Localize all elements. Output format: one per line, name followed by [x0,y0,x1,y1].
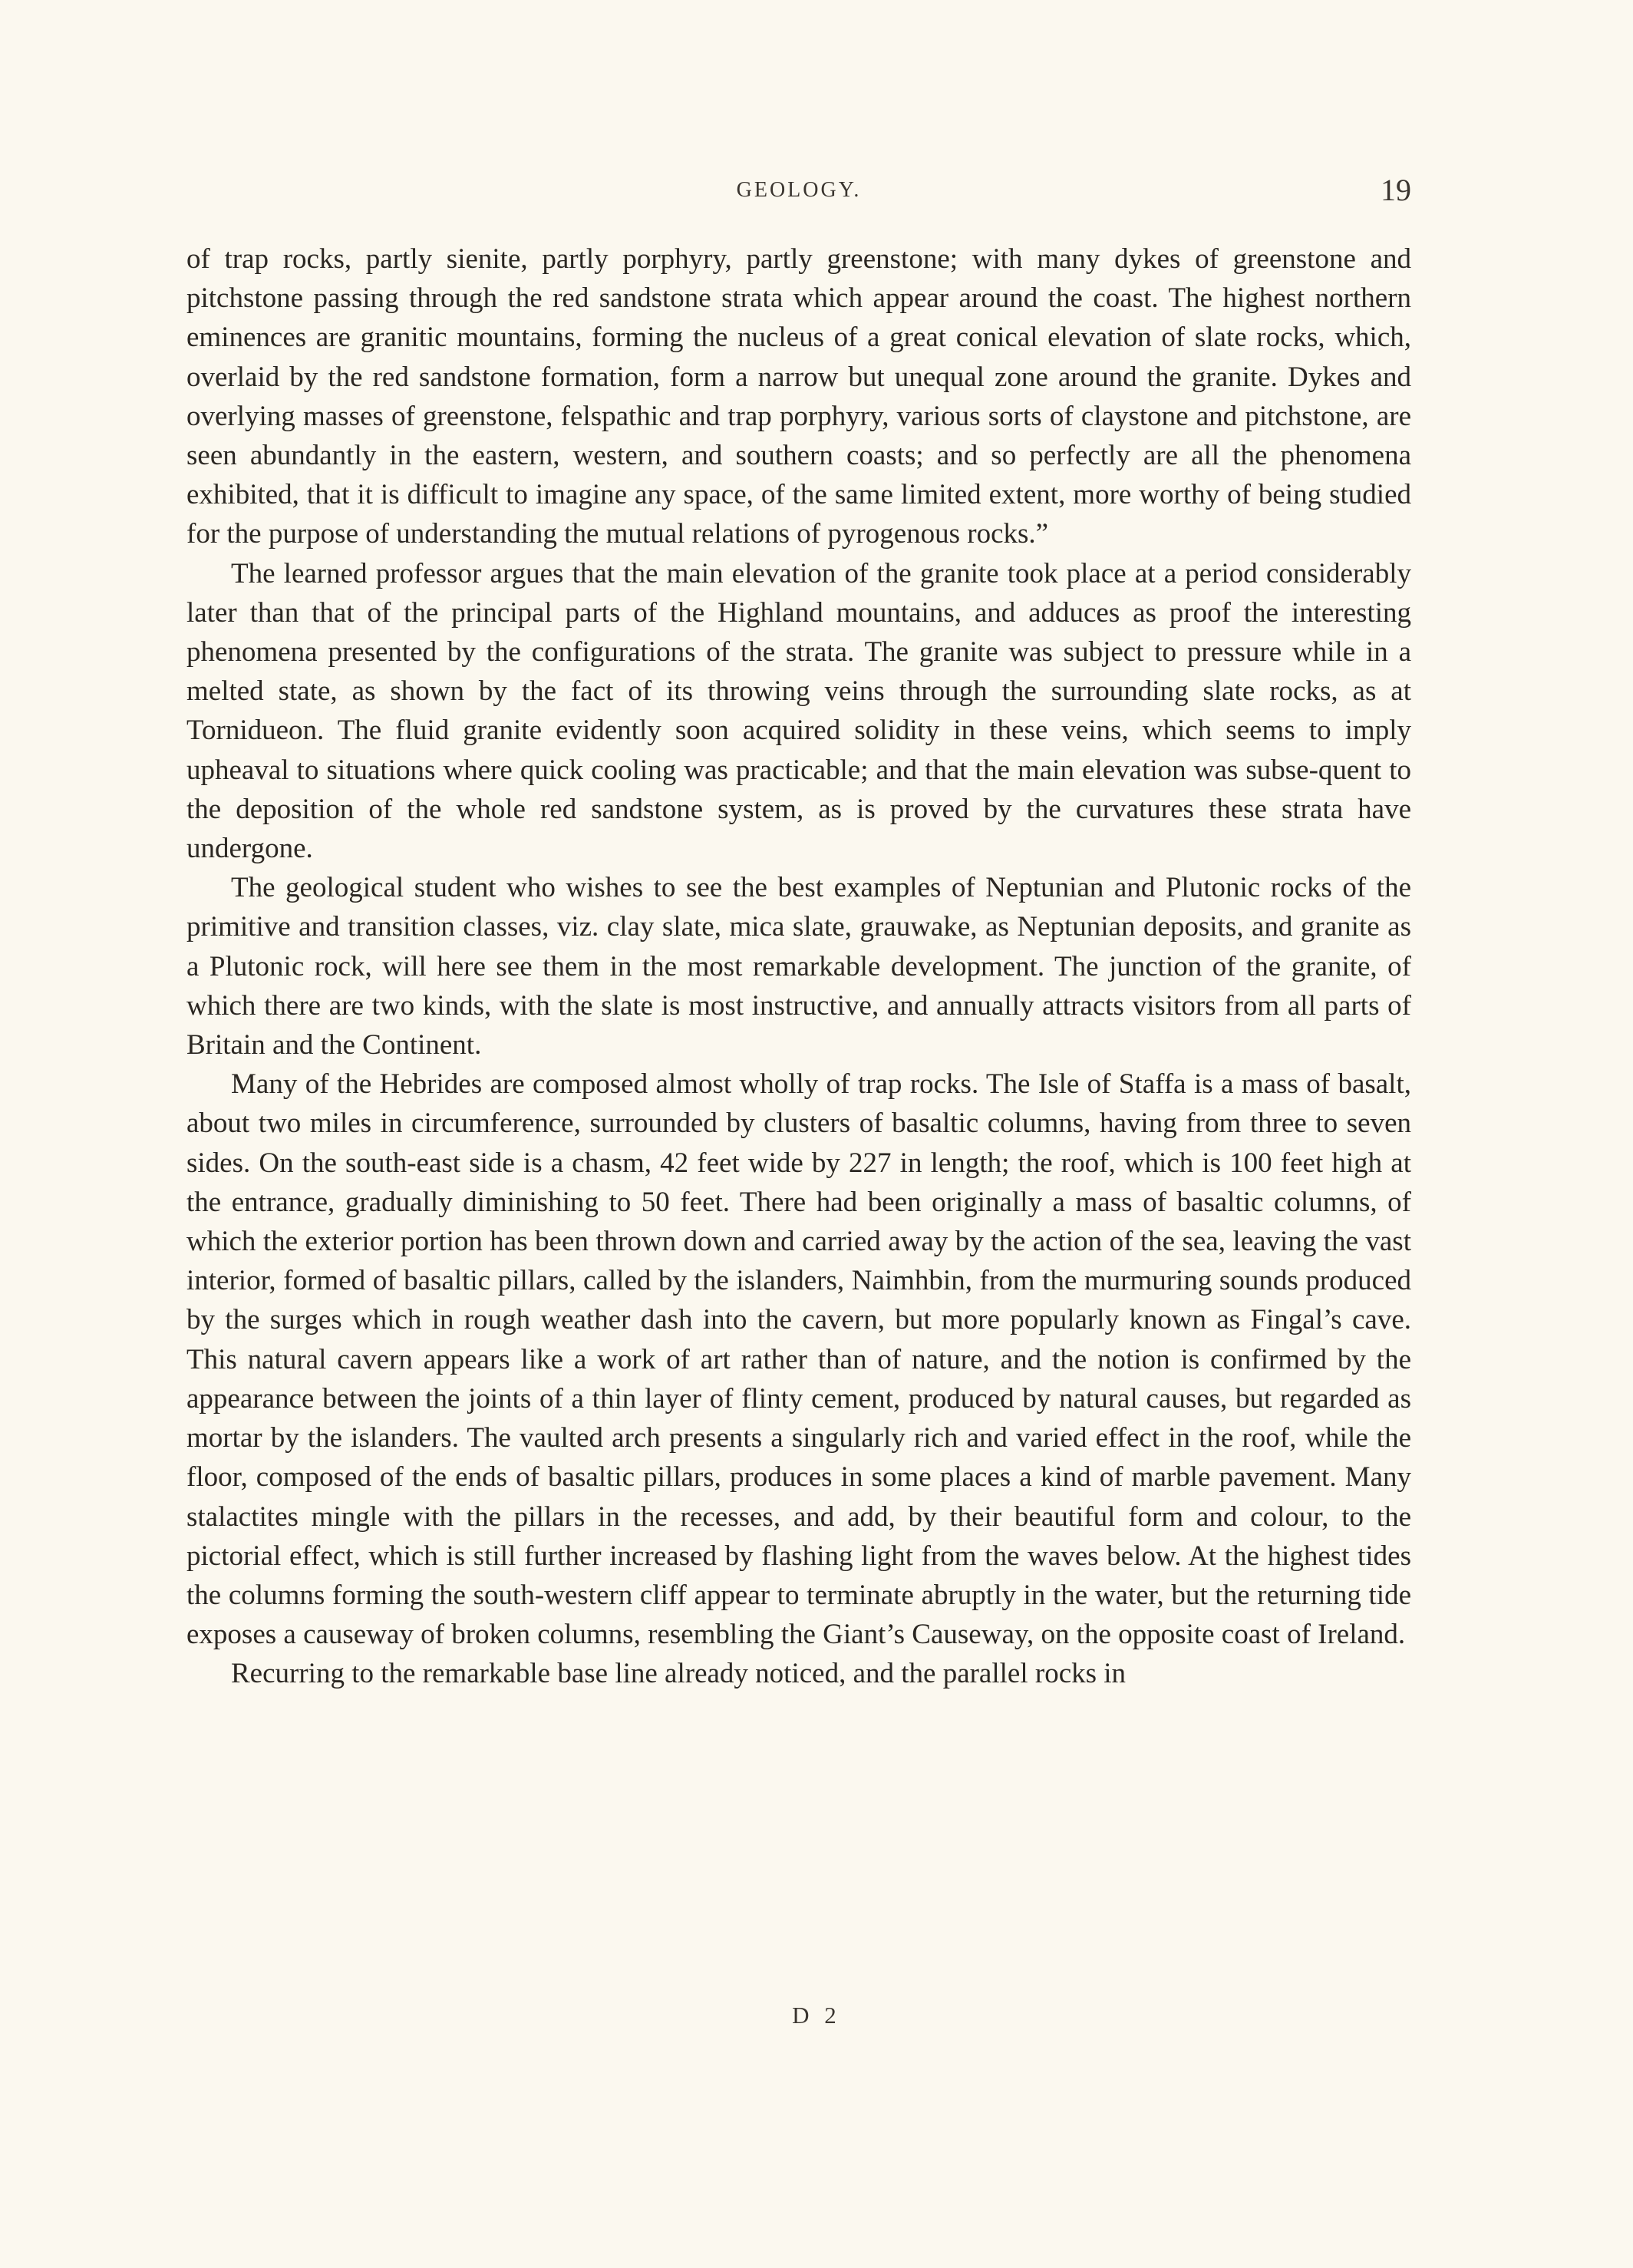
paragraph-continuation: of trap rocks, partly sienite, partly porphyry, partly greenstone; with many dykes of greenstone and pitchstone passing through the red sandstone strata which appear around the coast. The highest northern eminences are granitic mountains, forming the nucleus of a great conical elevation of slate rocks, which, overlaid by the red sandstone formation, form a narrow but unequal zone around the granite. Dykes and overlying masses of greenstone, felspathic and trap porphyry, various sorts of claystone and pitchstone, are seen abundantly in the eastern, western, and southern coasts; and so perfectly are all the phenomena exhibited, that it is difficult to imagine any space, of the same limited extent, more worthy of being studied for the purpose of understanding the mutual relations of pyrogenous rocks.” [186,243,1411,550]
running-head [186,172,1411,210]
signature-mark: D 2 [792,2002,841,2029]
paragraph-staffa: Many of the Hebrides are composed almost wholly of trap rocks. The Isle of Staffa is a mass of basalt, about two miles in circumference, surrounded by clusters of basaltic columns, having from three to seven sides. On the south-east side is a chasm, 42 feet wide by 227 in length; the roof, which is 100 feet high at the entrance, gradually diminishing to 50 feet. There had been originally a mass of basaltic columns, of which the exterior portion has been thrown down and carried away by the action of the sea, leaving the vast interior, formed of basaltic pillars, called by the islanders, Naimhbin, from the murmuring sounds produced by the surges which in rough weather dash into the cavern, but more popularly known as Fingal’s cave. This natural cavern appears like a work of art rather than of nature, and the notion is confirmed by the appearance between the joints of a thin layer of flinty cement, produced by natural causes, but regarded as mortar by the islanders. The vaulted arch presents a singularly rich and varied effect in the roof, while the floor, composed of the ends of basaltic pillars, produces in some places a kind of marble pavement. Many stalactites mingle with the pillars in the recesses, and add, by their beautiful form and colour, to the pictorial effect, which is still further increased by flashing light from the waves below. At the highest tides the columns forming the south-western cliff appear to terminate abruptly in the water, but the returning tide exposes a causeway of broken columns, resembling the Giant’s Causeway, on the opposite coast of Ireland. [186,1068,1411,1651]
running-title: GEOLOGY. [736,178,862,202]
page-number: 19 [1381,173,1411,207]
paragraph-neptunian-plutonic: The geological student who wishes to see the best examples of Neptunian and Plutonic rocks of the primitive and transition classes, viz. clay slate, mica slate, grauwake, as Neptunian deposits, and granite as a Plutonic rock, will here see them in the most remarkable development. The junction of the granite, of which there are two kinds, with the slate is most instructive, and annually attracts visitors from all parts of Britain and the Continent. [186,872,1411,1061]
paragraph-base-line: Recurring to the remarkable base line already noticed, and the parallel rocks in [231,1658,1127,1690]
body-text [186,239,1411,1694]
paragraph-granite-elevation: The learned professor argues that the main elevation of the granite took place at a period considerably later than that of the principal parts of the Highland mountains, and adduces as proof the interesting phenomena presented by the configurations of the strata. The granite was subject to pressure while in a melted state, as shown by the fact of its throwing veins through the surrounding slate rocks, as at Tornidueon. The fluid granite evidently soon acquired solidity in these veins, which seems to imply upheaval to situations where quick cooling was practicable; and that the main elevation was subse-quent to the deposition of the whole red sandstone system, as is proved by the curvatures these strata have undergone. [186,557,1411,865]
